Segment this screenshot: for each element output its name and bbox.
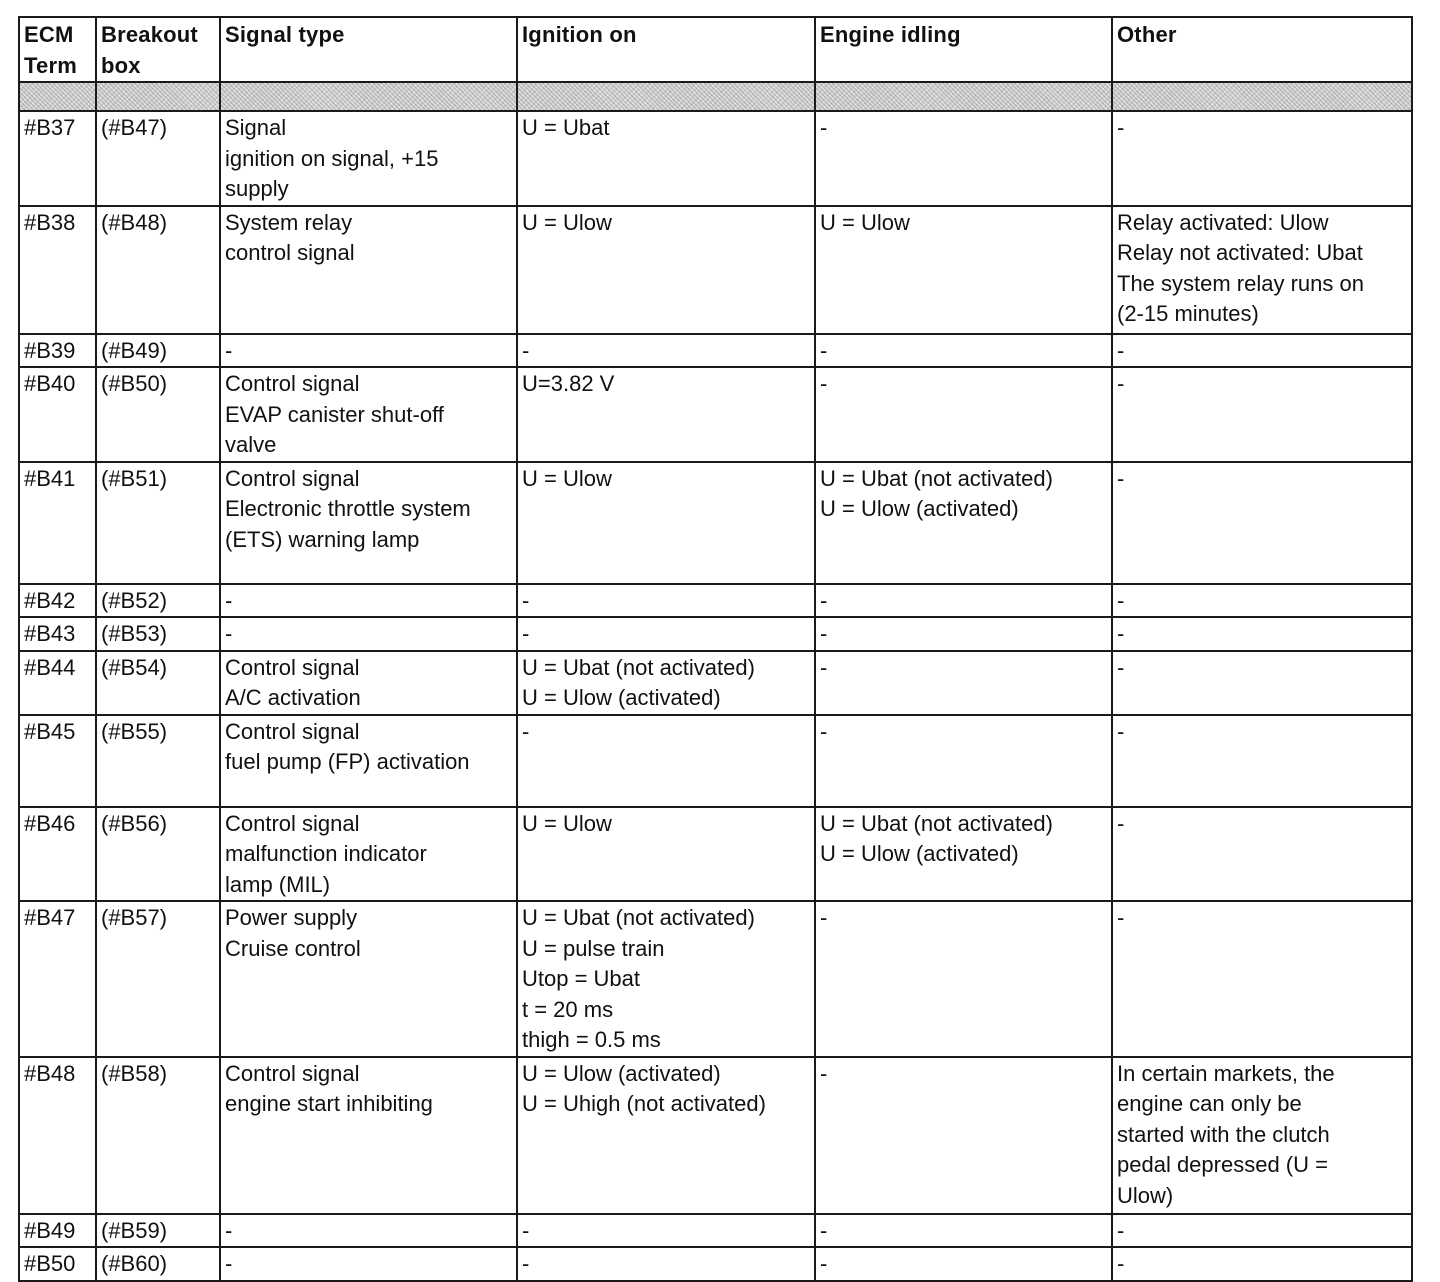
ignition-on-cell: - <box>517 1214 815 1248</box>
engine-idling-cell: U = Ubat (not activated) U = Ulow (activated) <box>815 807 1112 902</box>
table-row <box>19 715 1412 807</box>
terminal-signal-table <box>18 16 1413 1282</box>
table-row <box>19 367 1412 462</box>
ecm-term-cell: #B38 <box>19 206 96 334</box>
other-cell: - <box>1112 367 1412 462</box>
ignition-on-cell: U = Ubat <box>517 111 815 206</box>
breakout-box-cell: (#B54) <box>96 651 220 715</box>
breakout-box-cell: (#B55) <box>96 715 220 807</box>
breakout-box-cell: (#B47) <box>96 111 220 206</box>
ecm-term-cell: #B44 <box>19 651 96 715</box>
other-cell: - <box>1112 334 1412 368</box>
table-row <box>19 1247 1412 1281</box>
ecm-term-cell: #B40 <box>19 367 96 462</box>
header-ecm-term: ECM Term <box>19 17 96 82</box>
ecm-term-cell: #B39 <box>19 334 96 368</box>
header-ignition-on: Ignition on <box>517 17 815 82</box>
breakout-box-cell: (#B60) <box>96 1247 220 1281</box>
ecm-term-cell: #B37 <box>19 111 96 206</box>
other-cell: - <box>1112 1247 1412 1281</box>
signal-type-cell: - <box>220 1247 517 1281</box>
signal-type-cell: System relay control signal <box>220 206 517 334</box>
engine-idling-cell: - <box>815 651 1112 715</box>
signal-type-cell: - <box>220 334 517 368</box>
signal-type-cell: - <box>220 1214 517 1248</box>
engine-idling-cell: - <box>815 617 1112 651</box>
engine-idling-cell: U = Ulow <box>815 206 1112 334</box>
other-cell: - <box>1112 1214 1412 1248</box>
table-row <box>19 807 1412 902</box>
ignition-on-cell: U = Ulow (activated) U = Uhigh (not activated) <box>517 1057 815 1214</box>
engine-idling-cell: - <box>815 584 1112 618</box>
ecm-term-cell: #B42 <box>19 584 96 618</box>
header-other: Other <box>1112 17 1412 82</box>
table-row <box>19 617 1412 651</box>
other-cell: - <box>1112 807 1412 902</box>
ecm-term-cell: #B48 <box>19 1057 96 1214</box>
table-row <box>19 111 1412 206</box>
signal-type-cell: Control signal fuel pump (FP) activation <box>220 715 517 807</box>
signal-type-cell: Control signal A/C activation <box>220 651 517 715</box>
table-row <box>19 901 1412 1057</box>
ignition-on-cell: - <box>517 1247 815 1281</box>
shaded-cell <box>1112 82 1412 111</box>
table-row <box>19 584 1412 618</box>
table-row <box>19 1057 1412 1214</box>
header-signal-type: Signal type <box>220 17 517 82</box>
signal-type-cell: Control signal Electronic throttle system (ETS) warning lamp <box>220 462 517 584</box>
ecm-term-cell: #B49 <box>19 1214 96 1248</box>
ecm-term-cell: #B43 <box>19 617 96 651</box>
engine-idling-cell: U = Ubat (not activated) U = Ulow (activated) <box>815 462 1112 584</box>
ignition-on-cell: - <box>517 617 815 651</box>
breakout-box-cell: (#B52) <box>96 584 220 618</box>
ignition-on-cell: - <box>517 334 815 368</box>
ignition-on-cell: U=3.82 V <box>517 367 815 462</box>
shaded-cell <box>517 82 815 111</box>
shaded-separator-row <box>19 82 1412 111</box>
ecm-term-cell: #B50 <box>19 1247 96 1281</box>
other-cell: - <box>1112 651 1412 715</box>
other-cell: - <box>1112 715 1412 807</box>
engine-idling-cell: - <box>815 715 1112 807</box>
engine-idling-cell: - <box>815 111 1112 206</box>
breakout-box-cell: (#B56) <box>96 807 220 902</box>
ignition-on-cell: U = Ulow <box>517 462 815 584</box>
table-row <box>19 206 1412 334</box>
breakout-box-cell: (#B58) <box>96 1057 220 1214</box>
signal-type-cell: Signal ignition on signal, +15 supply <box>220 111 517 206</box>
shaded-cell <box>96 82 220 111</box>
ignition-on-cell: - <box>517 715 815 807</box>
header-engine-idling: Engine idling <box>815 17 1112 82</box>
shaded-cell <box>815 82 1112 111</box>
breakout-box-cell: (#B49) <box>96 334 220 368</box>
engine-idling-cell: - <box>815 367 1112 462</box>
other-cell: - <box>1112 617 1412 651</box>
table-row <box>19 1214 1412 1248</box>
shaded-cell <box>220 82 517 111</box>
other-cell: Relay activated: Ulow Relay not activated: Ubat The system relay runs on (2-15 minutes) <box>1112 206 1412 334</box>
header-row <box>19 17 1412 82</box>
breakout-box-cell: (#B57) <box>96 901 220 1057</box>
ignition-on-cell: U = Ubat (not activated) U = pulse train Utop = Ubat t = 20 ms thigh = 0.5 ms <box>517 901 815 1057</box>
signal-type-cell: Power supply Cruise control <box>220 901 517 1057</box>
other-cell: - <box>1112 111 1412 206</box>
table-row <box>19 651 1412 715</box>
other-cell: - <box>1112 584 1412 618</box>
ecm-term-cell: #B46 <box>19 807 96 902</box>
signal-type-cell: - <box>220 584 517 618</box>
signal-type-cell: - <box>220 617 517 651</box>
engine-idling-cell: - <box>815 334 1112 368</box>
header-breakout-box: Breakout box <box>96 17 220 82</box>
breakout-box-cell: (#B51) <box>96 462 220 584</box>
signal-type-cell: Control signal malfunction indicator lamp (MIL) <box>220 807 517 902</box>
other-cell: - <box>1112 462 1412 584</box>
breakout-box-cell: (#B59) <box>96 1214 220 1248</box>
ecm-term-cell: #B47 <box>19 901 96 1057</box>
signal-type-cell: Control signal EVAP canister shut-off valve <box>220 367 517 462</box>
engine-idling-cell: - <box>815 1214 1112 1248</box>
engine-idling-cell: - <box>815 1057 1112 1214</box>
ignition-on-cell: U = Ulow <box>517 807 815 902</box>
other-cell: In certain markets, the engine can only be started with the clutch pedal depressed (U = Ulow) <box>1112 1057 1412 1214</box>
ignition-on-cell: - <box>517 584 815 618</box>
engine-idling-cell: - <box>815 1247 1112 1281</box>
breakout-box-cell: (#B48) <box>96 206 220 334</box>
breakout-box-cell: (#B50) <box>96 367 220 462</box>
table-row <box>19 334 1412 368</box>
signal-type-cell: Control signal engine start inhibiting <box>220 1057 517 1214</box>
ignition-on-cell: U = Ulow <box>517 206 815 334</box>
breakout-box-cell: (#B53) <box>96 617 220 651</box>
ecm-term-cell: #B41 <box>19 462 96 584</box>
table-row <box>19 462 1412 584</box>
ecm-term-cell: #B45 <box>19 715 96 807</box>
other-cell: - <box>1112 901 1412 1057</box>
engine-idling-cell: - <box>815 901 1112 1057</box>
ignition-on-cell: U = Ubat (not activated) U = Ulow (activated) <box>517 651 815 715</box>
shaded-cell <box>19 82 96 111</box>
